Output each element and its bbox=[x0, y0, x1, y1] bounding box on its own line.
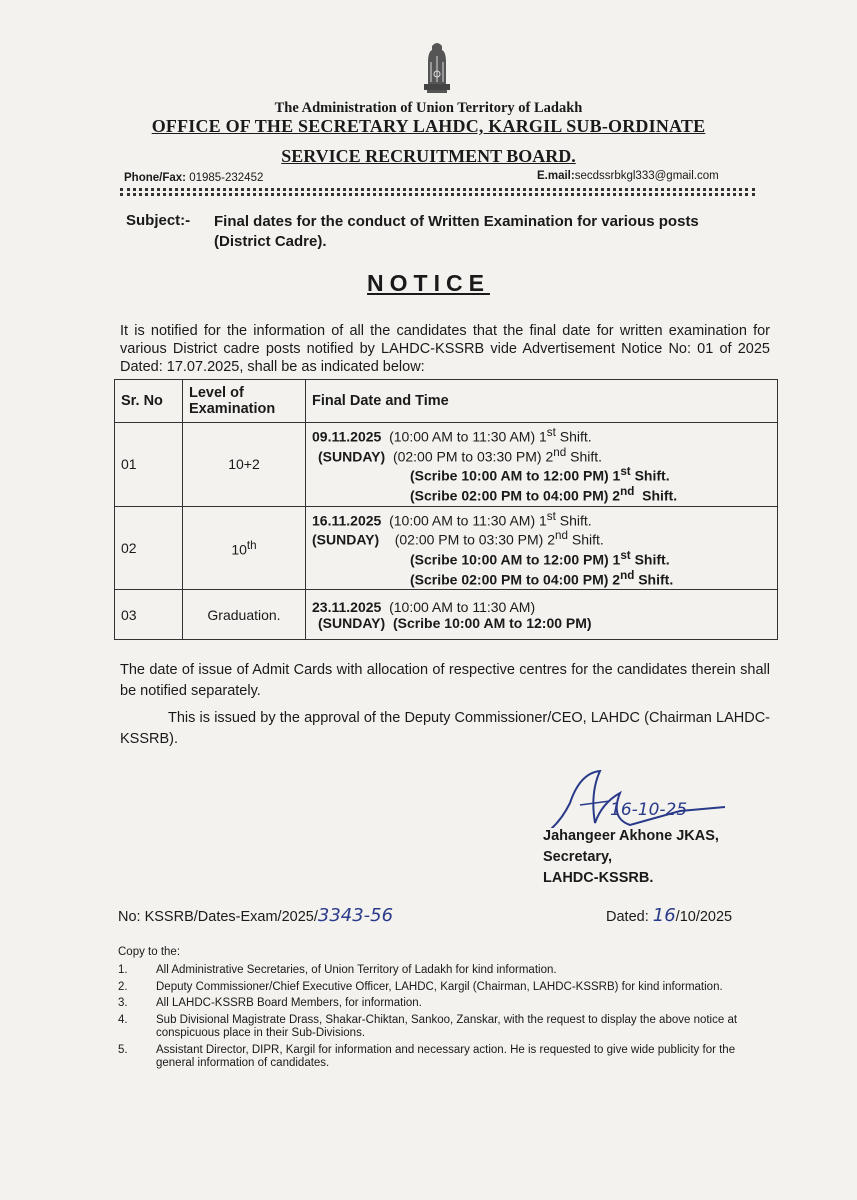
row-date-time bbox=[306, 423, 778, 507]
dated-day: 16 bbox=[652, 905, 676, 926]
list-num: 2. bbox=[118, 980, 128, 993]
shift-word: Shift. bbox=[570, 448, 603, 465]
phone-value: 01985-232452 bbox=[189, 172, 264, 184]
reference-date bbox=[606, 905, 732, 926]
signatory-org: LAHDC-KSSRB. bbox=[543, 870, 654, 886]
row-date: 09.11.2025 bbox=[312, 428, 382, 445]
dated-rest: /10/2025 bbox=[675, 909, 733, 925]
sup: nd bbox=[555, 529, 568, 543]
sup: st bbox=[546, 509, 556, 523]
sup: nd bbox=[620, 568, 635, 582]
scribe2: (Scribe 02:00 PM to 04:00 PM) 2 bbox=[410, 571, 621, 588]
table-header-row bbox=[115, 380, 778, 423]
email-value: secdssrbkgl333@gmail.com bbox=[574, 170, 719, 182]
shift1-time: (10:00 AM to 11:30 AM) 1 bbox=[389, 512, 547, 529]
header-level: Level of Examination bbox=[183, 380, 306, 423]
reference-number bbox=[118, 905, 393, 926]
state-emblem-icon bbox=[418, 38, 456, 98]
copy-to-title: Copy to the: bbox=[118, 946, 181, 958]
list-num: 4. bbox=[118, 1013, 128, 1026]
admit-card-paragraph: The date of issue of Admit Cards with allocation of respective centres for the candidates therein shall be notified separately. bbox=[120, 662, 770, 699]
list-text: All Administrative Secretaries, of Union Territory of Ladakh for kind information. bbox=[156, 964, 557, 976]
header-office: OFFICE OF THE SECRETARY LAHDC, KARGIL SUB-ORDINATE bbox=[151, 116, 706, 136]
table-row bbox=[115, 590, 778, 640]
header-date-time: Final Date and Time bbox=[306, 380, 778, 423]
phone-fax bbox=[124, 172, 263, 184]
row-sr: 02 bbox=[115, 506, 183, 590]
shift-word: Shift. bbox=[559, 428, 592, 445]
approval-paragraph: This is issued by the approval of the Deputy Commissioner/CEO, LAHDC (Chairman LAHDC-KSSRB). bbox=[120, 710, 770, 747]
intro-paragraph: It is notified for the information of all the candidates that the final date for written examination for various District cadre posts notified by LAHDC-KSSRB vide Advertisement Notice No: 01 of 2025 Dated: 17.07.2025, shall be as indicated below: bbox=[120, 323, 770, 375]
shift-word: Shift. bbox=[638, 571, 674, 588]
email-label: E.mail: bbox=[537, 170, 575, 182]
table-row bbox=[115, 506, 778, 590]
shift1-time: (10:00 AM to 11:30 AM) bbox=[389, 598, 536, 615]
sup: nd bbox=[553, 445, 567, 459]
shift-word: Shift. bbox=[642, 487, 678, 504]
shift-word: Shift. bbox=[559, 512, 592, 529]
header-divider-2 bbox=[120, 193, 755, 196]
row-day: (SUNDAY) bbox=[312, 531, 380, 548]
reference-handwritten: 3343-56 bbox=[317, 905, 394, 926]
header-divider bbox=[120, 188, 755, 191]
list-item bbox=[118, 1044, 768, 1071]
list-item bbox=[118, 964, 768, 978]
copy-to-list bbox=[118, 964, 768, 1074]
level-sup: th bbox=[246, 538, 257, 552]
subject-label: Subject:- bbox=[126, 212, 191, 229]
row-level: 10+2 bbox=[183, 423, 306, 507]
sup: nd bbox=[620, 484, 635, 498]
signatory-name: Jahangeer Akhone JKAS, bbox=[543, 828, 719, 844]
sup: st bbox=[620, 548, 631, 562]
row-date: 16.11.2025 bbox=[312, 512, 382, 529]
shift-word: Shift. bbox=[571, 531, 604, 548]
row-sr: 01 bbox=[115, 423, 183, 507]
list-num: 3. bbox=[118, 997, 128, 1009]
scribe2: (Scribe 02:00 PM to 04:00 PM) 2 bbox=[410, 487, 621, 504]
header-sr-no: Sr. No bbox=[115, 380, 183, 423]
exam-schedule-table bbox=[114, 379, 778, 640]
level-text: 10 bbox=[231, 541, 247, 558]
list-item bbox=[118, 1014, 768, 1041]
list-text: All LAHDC-KSSRB Board Members, for information. bbox=[156, 997, 422, 1009]
reference-label: No: KSSRB/Dates-Exam/2025/ bbox=[118, 909, 318, 925]
table-row bbox=[115, 423, 778, 507]
shift-word: Shift. bbox=[634, 551, 670, 568]
dated-label: Dated: bbox=[606, 909, 649, 925]
subject-text: Final dates for the conduct of Written Examination for various posts (District Cadre). bbox=[214, 213, 699, 250]
email bbox=[537, 170, 719, 182]
scribe1: (Scribe 10:00 AM to 12:00 PM) 1 bbox=[410, 551, 621, 568]
signature-date: 16-10-25 bbox=[610, 800, 688, 820]
list-item bbox=[118, 997, 768, 1011]
shift2-time: (02:00 PM to 03:30 PM) 2 bbox=[392, 448, 554, 465]
row-level: Graduation. bbox=[183, 590, 306, 640]
header-administration: The Administration of Union Territory of Ladakh bbox=[274, 100, 583, 116]
row-date-time bbox=[306, 590, 778, 640]
list-text: Deputy Commissioner/Chief Executive Officer, LAHDC, Kargil (Chairman, LAHDC-KSSRB) for kind information. bbox=[156, 980, 723, 993]
list-num: 5. bbox=[118, 1043, 128, 1056]
shift1-time: (10:00 AM to 11:30 AM) 1 bbox=[389, 428, 547, 445]
shift2-time: (02:00 PM to 03:30 PM) 2 bbox=[394, 531, 556, 548]
phone-label: Phone/Fax: bbox=[124, 172, 186, 184]
sup: st bbox=[620, 465, 631, 479]
notice-title: NOTICE bbox=[367, 270, 490, 296]
header-board: SERVICE RECRUITMENT BOARD. bbox=[281, 146, 576, 166]
sup: st bbox=[546, 426, 556, 439]
row-day: (SUNDAY) bbox=[318, 448, 386, 465]
row-sr: 03 bbox=[115, 590, 183, 640]
signatory-title: Secretary, bbox=[543, 849, 613, 865]
row-level bbox=[183, 506, 306, 590]
shift-word: Shift. bbox=[634, 467, 670, 484]
scribe1: (Scribe 10:00 AM to 12:00 PM) bbox=[392, 614, 592, 631]
scribe1: (Scribe 10:00 AM to 12:00 PM) 1 bbox=[410, 467, 621, 484]
row-day: (SUNDAY) bbox=[318, 614, 386, 631]
list-text: Sub Divisional Magistrate Drass, Shakar-Chiktan, Sankoo, Zanskar, with the request to display the above notice at conspicuous place in their Sub-Divisions. bbox=[156, 1013, 738, 1039]
list-text: Assistant Director, DIPR, Kargil for information and necessary action. He is requested to give wide publicity for the general information of candidates. bbox=[156, 1043, 736, 1069]
row-date: 23.11.2025 bbox=[312, 598, 382, 615]
list-num: 1. bbox=[118, 964, 128, 976]
signatory-block bbox=[543, 826, 719, 889]
list-item bbox=[118, 981, 768, 995]
row-date-time bbox=[306, 506, 778, 590]
